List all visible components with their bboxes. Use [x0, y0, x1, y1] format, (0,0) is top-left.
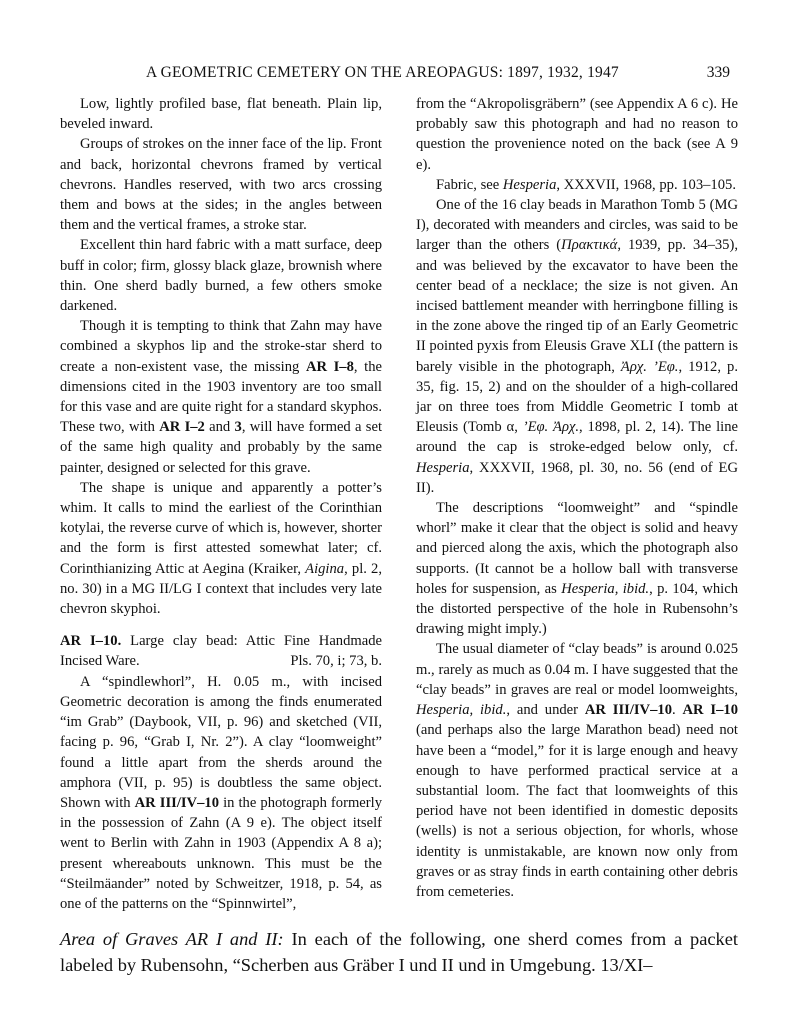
right-column: [416, 94, 738, 902]
section-heading: Area of Graves AR I and II:: [60, 929, 284, 949]
catalogue-ref: 3: [234, 419, 242, 436]
paragraph: from the “Akropolisgräbern” (see Appendix A 6 c). He probably saw this photograph and had no reason to question the provenience noted on the back (see A 9 e).: [416, 96, 738, 173]
running-title: A GEOMETRIC CEMETERY ON THE AREOPAGUS: 1897, 1932, 1947: [146, 64, 619, 81]
section-text: In each of the following, one sherd comes from a packet labeled by Rubensohn, “Scherben aus Gräber I und II und in Umgebung. 13/XI–: [60, 929, 738, 975]
citation-title: Aigina: [305, 560, 345, 577]
catalogue-ref: AR I–10: [682, 702, 738, 719]
entry-title: Large clay bead: Attic Fine Handmade Incised Ware.: [60, 633, 382, 670]
paragraph: Low, lightly profiled base, flat beneath. Plain lip, beveled inward.: [60, 96, 382, 133]
catalogue-ref: AR III/IV–10: [584, 702, 672, 719]
paragraph: The descriptions “loomweight” and “spindle whorl” make it clear that the object is solid and heavy and pierced along the axis, which the photograph also supports. (It cannot be a hollow ball with transverse holes for suspension, as Hesperia, ibid., p. 104, which the distorted perspective of the hole in Rubensohn’s drawing might imply.): [416, 500, 739, 638]
entry-heading: [60, 631, 382, 671]
paragraph: The usual diameter of “clay beads” is around 0.025 m., rarely as much as 0.04 m. I have suggested that the “clay beads” in graves are real or model loomweights, Hesperia, ibid., and under AR III/IV–10. AR I–10 (and perhaps also the large Marathon bead) need not have been a “model,” for it is large enough and heavy enough to have performed practical service at a substantial loom. The fact that loomweights of this period have not been identified in domestic deposits (wells) is not a serious objection, for whorls, whose identity is unmistakable, are known now only from graves or as stray finds in earth containing other debris from cemeteries.: [416, 641, 738, 900]
citation-title: Hesperia: [502, 176, 557, 193]
paragraph: Though it is tempting to think that Zahn may have combined a skyphos lip and the stroke-star sherd to create a non-existent vase, the missing AR I–8, the dimensions cited in the 1903 inventory are too small for this vase and are quite right for a standard skyphos. These two, with AR I–2 and 3, will have formed a set of the same high quality and probably by the same painter, designed or selected for this grave.: [60, 318, 382, 476]
page-number: 339: [706, 64, 730, 81]
citation-title: Hesperia: [416, 459, 470, 476]
paragraph: The shape is unique and apparently a potter’s whim. It calls to mind the earliest of the Corinthian kotylai, the reverse curve of which is, however, shorter and the form is first attested somewhat later; cf. Corinthianizing Attic at Aegina (Kraiker, Aigina, pl. 2, no. 30) in a MG II/LG I context that includes very late chevron skyphoi.: [60, 479, 382, 618]
catalogue-entry: [60, 631, 382, 671]
catalogue-ref: AR III/IV–10: [134, 794, 219, 811]
section-paragraph: [60, 926, 738, 978]
paragraph: A “spindlewhorl”, H. 0.05 m., with incised Geometric decoration is among the finds enumerated “im Grab” (Daybook, VII, p. 96) and sketched (VII, facing p. 96, “Grab I, Nr. 2”). A clay “loomweight” found a little apart from the sherds around the amphora (VII, p. 95) is doubtless the same object. Shown with AR III/IV–10 in the photograph formerly in the possession of Zahn (A 9 e). The object itself went to Berlin with Zahn in 1903 (Appendix A 8 a); present whereabouts unknown. This must be the “Steilmäander” noted by Schweitzer, 1918, p. 54, as one of the patterns on the “Spinnwirtel”,: [60, 673, 382, 912]
citation-title: ’Εφ. Ἀρχ.: [522, 419, 580, 436]
citation-title: Hesperia, ibid.: [416, 702, 507, 719]
catalogue-ref: AR I–8: [305, 358, 354, 375]
citation-title: Hesperia, ibid.: [561, 580, 650, 597]
citation-title: Ἀρχ. ’Εφ.: [620, 358, 679, 375]
left-column: [60, 94, 382, 914]
catalogue-ref: AR I–2: [159, 419, 205, 436]
paragraph: Excellent thin hard fabric with a matt surface, deep buff in color; firm, glossy black glaze, brownish where thin. One sherd badly burned, a few others smoke darkened.: [60, 237, 382, 315]
paragraph: One of the 16 clay beads in Marathon Tomb 5 (MG I), decorated with meanders and circles, was said to be larger than the others (Πρακτικά, 1939, pp. 34–35), and was believed by the excavator to have been the center bead of a necklace; the size is not given. An incised battlement meander with herringbone filling is in the zone above the ringed tip of an Early Geometric II pointed pyxis from Eleusis Grave XLI (the pattern is barely visible in the photograph, Ἀρχ. ’Εφ., 1912, p. 35, fig. 15, 2) and on the shoulder of a high-collared jar on three toes from Middle Geometric I tomb at Eleusis (Tomb α, ’Εφ. Ἀρχ., 1898, pl. 2, 14). The line around the cap is stroke-edged below only, cf. Hesperia, XXXVII, 1968, pl. 30, no. 56 (end of EG II).: [416, 197, 738, 496]
citation-title: Πρακτικά: [561, 237, 618, 254]
paragraph: Fabric, see Hesperia, XXXVII, 1968, pp. 103–105.: [436, 176, 736, 193]
entry-plates: Pls. 70, i; 73, b.: [290, 653, 382, 670]
paragraph: Groups of strokes on the inner face of the lip. Front and back, horizontal chevrons framed by vertical chevrons. Handles reserved, with two arcs crossing them and bows at the sides; in the angles between them and the vertical frames, a stroke star.: [60, 136, 382, 234]
entry-id: AR I–10.: [60, 633, 122, 650]
section-intro: [60, 926, 738, 978]
